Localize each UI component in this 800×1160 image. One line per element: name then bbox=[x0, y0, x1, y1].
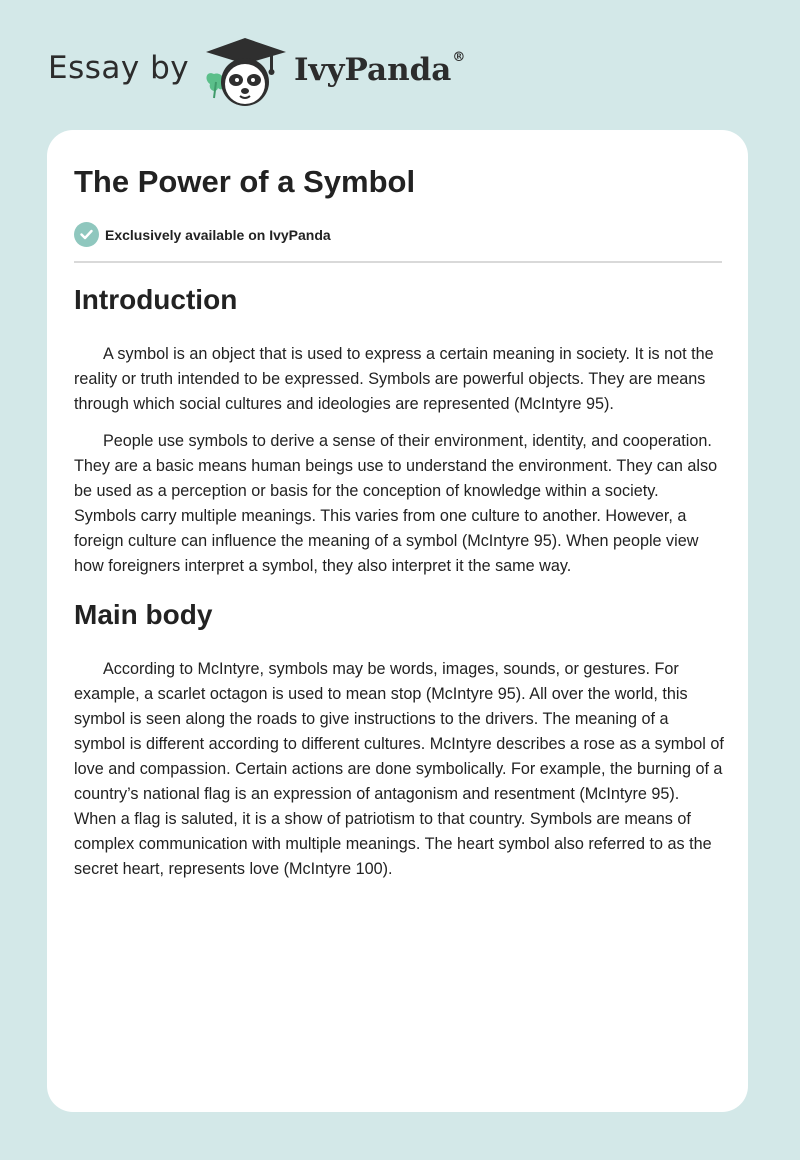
exclusive-badge bbox=[74, 222, 331, 247]
paragraph: According to McIntyre, symbols may be words, images, sounds, or gestures. For example, a scarlet octagon is used to mean stop (McIntyre 95). All over the world, this symbol is seen along the roads to give instructions to the drivers. The meaning of a symbol is different according to different cultures. McIntyre describes a rose as a symbol of love and compassion. Certain actions are done symbolically. For example, the burning of a country’s national flag is an expression of antagonism and resentment (McIntyre 95). When a flag is saluted, it is a show of patriotism to that country. Symbols are means of complex communication with multiple meanings. The heart symbol also referred to as the secret heart, represents love (McIntyre 100). bbox=[74, 660, 724, 878]
essay-by-label: Essay by bbox=[48, 50, 190, 86]
essay-card bbox=[47, 130, 748, 1112]
panda-logo-icon[interactable] bbox=[200, 34, 290, 110]
essay-body bbox=[74, 282, 724, 882]
check-icon bbox=[74, 222, 99, 247]
section-heading-main-body: Main body bbox=[74, 599, 213, 630]
paragraph: A symbol is an object that is used to express a certain meaning in society. It is not the reality or truth intended to be expressed. Symbols are powerful objects. They are means through which social cultures and ideologies are represented (McIntyre 95). bbox=[74, 345, 714, 413]
registered-mark: ® bbox=[452, 50, 466, 65]
brand-name[interactable]: IvyPanda® bbox=[294, 50, 466, 88]
section-heading-introduction: Introduction bbox=[74, 284, 238, 315]
site-header bbox=[0, 0, 800, 130]
badge-label: Exclusively available on IvyPanda bbox=[105, 226, 331, 243]
divider bbox=[74, 261, 722, 263]
page-title: The Power of a Symbol bbox=[74, 164, 416, 199]
paragraph: People use symbols to derive a sense of their environment, identity, and cooperation. They are a basic means human beings use to understand the environment. They can also be used as a perception or basis for the conception of knowledge within a society. Symbols carry multiple meanings. This varies from one culture to another. However, a foreign culture can influence the meaning of a symbol (McIntyre 95). When people view how foreigners interpret a symbol, they also interpret it the same way. bbox=[74, 432, 718, 575]
